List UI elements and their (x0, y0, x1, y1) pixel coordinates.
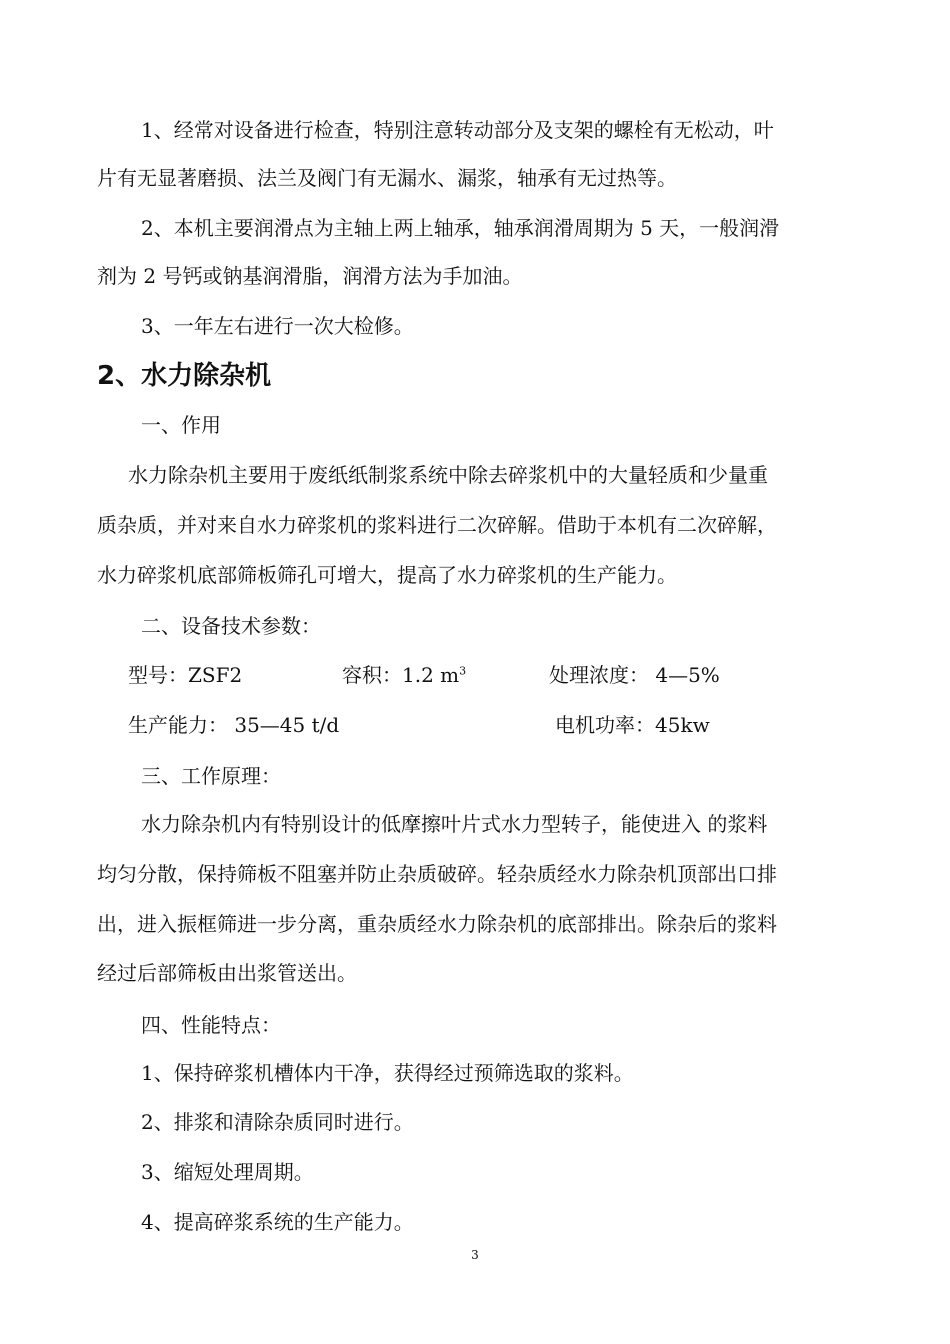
maintenance-item-2-line-1: 2、本机主要润滑点为主轴上两上轴承，轴承润滑周期为 5 天，一般润滑 (141, 216, 780, 240)
volume-unit-superscript: 3 (459, 664, 467, 678)
principle-line-1: 水力除杂机内有特别设计的低摩擦叶片式水力型转子，能使进入 的浆料 (141, 812, 768, 836)
page-number: 3 (471, 1248, 479, 1262)
param-capacity: 生产能力： 35—45 t/d (128, 713, 340, 737)
maintenance-item-1-line-1: 1、经常对设备进行检查，特别注意转动部分及支架的螺栓有无松动，叶 (141, 118, 774, 142)
principle-line-2: 均匀分散，保持筛板不阻塞并防止杂质破碎。轻杂质经水力除杂机顶部出口排 (97, 862, 777, 886)
param-volume: 容积：1.2 $m^3$ (342, 663, 467, 687)
feature-item-3: 3、缩短处理周期。 (141, 1160, 314, 1184)
param-concentration: 处理浓度： 4—5% (549, 663, 720, 687)
param-model: 型号：ZSF2 (128, 663, 243, 687)
features-heading: 四、性能特点： (141, 1013, 281, 1037)
section-title: 2、水力除杂机 (97, 361, 272, 391)
feature-item-2: 2、排浆和清除杂质同时进行。 (141, 1110, 414, 1134)
principle-heading: 三、工作原理： (141, 764, 281, 788)
param-motor-power: 电机功率：45kw (555, 713, 710, 737)
function-line-1: 水力除杂机主要用于废纸纸制浆系统中除去碎浆机中的大量轻质和少量重 (128, 463, 768, 487)
function-heading: 一、作用 (141, 413, 221, 437)
principle-line-3: 出，进入振框筛进一步分离，重杂质经水力除杂机的底部排出。除杂后的浆料 (97, 912, 777, 936)
feature-item-4: 4、提高碎浆系统的生产能力。 (141, 1210, 414, 1234)
principle-line-4: 经过后部筛板由出浆管送出。 (97, 961, 357, 985)
feature-item-1: 1、保持碎浆机槽体内干净，获得经过预筛选取的浆料。 (141, 1061, 634, 1085)
maintenance-item-1-line-2: 片有无显著磨损、法兰及阀门有无漏水、漏浆，轴承有无过热等。 (97, 166, 677, 190)
maintenance-item-2-line-2: 剂为 2 号钙或钠基润滑脂，润滑方法为手加油。 (97, 264, 523, 288)
params-heading: 二、设备技术参数： (141, 614, 321, 638)
function-line-3: 水力碎浆机底部筛板筛孔可增大，提高了水力碎浆机的生产能力。 (97, 563, 677, 587)
function-line-2: 质杂质，并对来自水力碎浆机的浆料进行二次碎解。借助于本机有二次碎解， (97, 513, 777, 537)
maintenance-item-3: 3、一年左右进行一次大检修。 (141, 314, 414, 338)
